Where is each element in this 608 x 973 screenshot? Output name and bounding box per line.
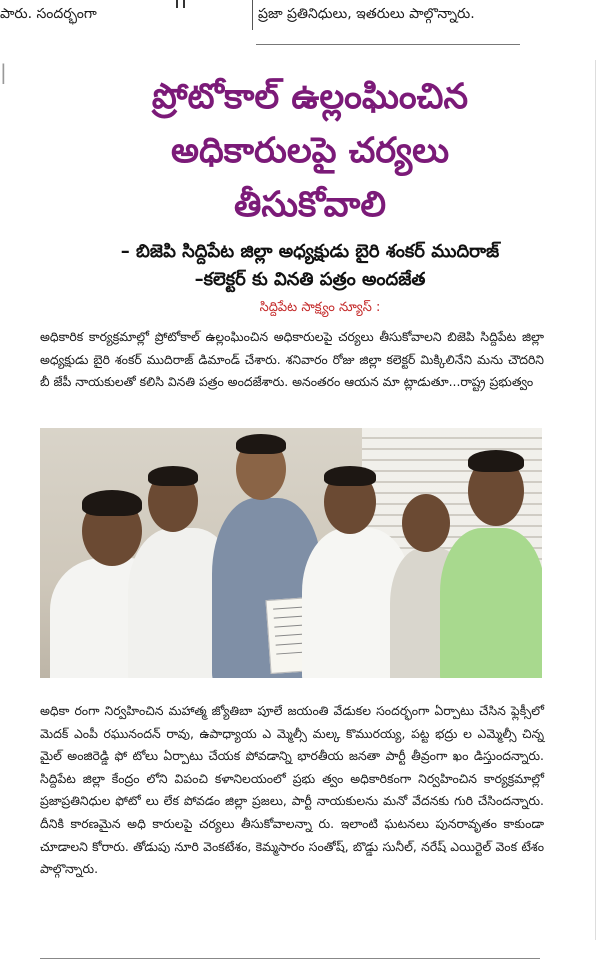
footer-divider [40, 958, 540, 959]
subhead-line: – బిజెపి సిద్దిపేట జిల్లా అధ్యక్షుడు బైరి శంకర్ ముదిరాజ్ [120, 241, 500, 262]
person-hair [468, 450, 524, 472]
column-divider [595, 60, 596, 940]
article-paragraph-2: అధికా రంగా నిర్వహించిన మహాత్మ జ్యోతిబా పూలే జయంతి వేడుకల సందర్భంగా ఏర్పాటు చేసిన ఫ్లెక్సీలో మెదక్ ఎంపీ రఘునందన్ రావు, ఉపాధ్యాయ ఎ మ్మెల్సీ మల్క కొమురయ్య, పట్ట భద్రు ల ఎమ్మెల్సీ చిన్న మైల్ అంజిరెడ్డి ఫో టోలు ఏర్పాటు చేయక పోవడాన్ని భారతీయ జనతా పార్టీ తీవ్రంగా ఖం డిస్తుందన్నారు. సిద్దిపేట జిల్లా కేంద్రం లోని విపంచి కళానిలయంలో ప్రభు త్వం అధికారికంగా నిర్వహించిన కార్యక్రమాల్లో ప్రజాప్రతినిధుల ఫోటో లు లేక పోవడం జిల్లా ప్రజలు, పార్టీ నాయకులను మనో వేదనకు గురి చేసిందన్నారు. దీనికి కారణమైన అధి కారులపై చర్యలు తీసుకోవాలన్నా రు. ఇలాంటి ఘటనలు పునరావృతం కాకుండా చూడాలని కోరారు. తోడుపు నూరి వెంకటేశం, కెమ్మసారం సంతోష్, బొడ్డు సునీల్, నరేష్ ఎయిర్టెల్ వెంక టేశం పాల్గొన్నారు. [40, 703, 544, 877]
headline-line: ప్రోటోకాల్ ఉల్లంఘించిన [151, 76, 469, 117]
news-photo [40, 428, 542, 678]
previous-article-left-text: పారు. సందర్భంగా [0, 6, 97, 22]
column-tick [176, 0, 178, 8]
person-figure [440, 528, 542, 678]
headline-line: అధికారులపై చర్యలు [170, 130, 450, 171]
section-divider [256, 44, 520, 45]
person-head [402, 494, 450, 552]
person-hair [236, 434, 286, 454]
person-hair [82, 490, 142, 516]
article-subheadline [40, 238, 580, 294]
person-hair [324, 466, 376, 486]
subhead-line: –కలెక్టర్ కు వినతి పత్రం అందజేత [194, 269, 426, 290]
column-divider [252, 0, 253, 30]
article-paragraph-1: అధికారిక కార్యక్రమాల్లో ప్రోటోకాల్ ఉల్లంఘించిన అధికారులపై చర్యలు తీసుకోవాలని బిజెపి సిద్దిపేట జిల్లా అధ్యక్షుడు బైరి శంకర్ ముదిరాజ్ డిమాండ్ చేశారు. శనివారం రోజు జిల్లా కలెక్టర్ మిక్కిలినేని మను చౌదరిని బీ జేపీ నాయకులతో కలిసి వినతి పత్రం అందజేశారు. అనంతరం ఆయన మా ట్లాడుతూ...రాష్ట్ర ప్రభుత్వం [40, 329, 544, 390]
article-headline [30, 70, 590, 232]
headline-line: తీసుకోవాలి [233, 184, 387, 225]
article-byline: సిద్దిపేట సాక్ష్యం న్యూస్ : [259, 300, 381, 315]
column-tick [183, 0, 185, 8]
previous-article-strip [0, 0, 608, 36]
previous-article-right-text: ప్రజా ప్రతినిధులు, ఇతరులు పాల్గొన్నారు. [258, 6, 475, 22]
margin-mark: | [0, 60, 7, 84]
person-hair [148, 466, 198, 486]
